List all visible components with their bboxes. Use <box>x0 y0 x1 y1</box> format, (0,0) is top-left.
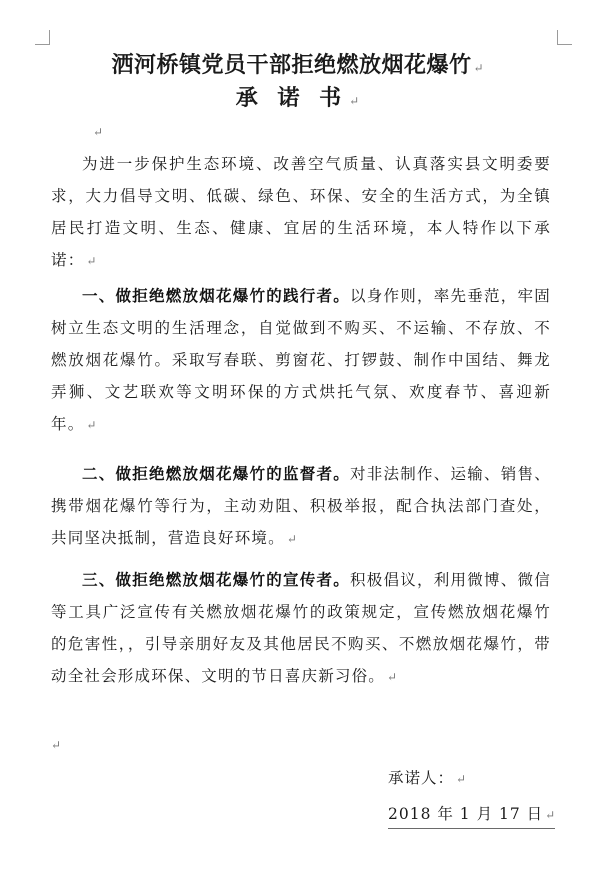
paragraph-mark-icon: ↵ <box>387 670 398 684</box>
signing-date <box>388 802 555 829</box>
paragraph-mark-icon: ↵ <box>456 772 467 786</box>
paragraph-mark-icon: ↵ <box>473 61 484 75</box>
pledge-text: 以身作则，率先垂范，牢固树立生态文明的生活理念，自觉做到不购买、不运输、不存放、不燃放烟花爆竹。采取写春联、剪窗花、打锣鼓、制作中国结、舞龙弄狮、文艺联欢等文明环保的方式烘托气氛、欢度春节、喜迎新年。 <box>51 287 551 433</box>
signing-date-text: 2018 年 1 月 17 日 <box>388 805 544 823</box>
paragraph-mark-icon: ↵ <box>51 738 62 752</box>
pledge-heading: 三、做拒绝燃放烟花爆竹的宣传者。 <box>82 570 351 589</box>
pledge-heading: 二、做拒绝燃放烟花爆竹的监督者。 <box>82 464 351 483</box>
pledge-text: 积极倡议，利用微博、微信等工具广泛宣传有关燃放烟花爆竹的政策规定，宣传燃放烟花爆竹的危害性，，引导亲朋好友及其他居民不购买、不燃放烟花爆竹，带动全社会形成环保、文明的节日喜庆新习俗。 <box>51 571 551 685</box>
document-subtitle-text: 承 诺 书 <box>235 85 348 111</box>
pledge-heading: 一、做拒绝燃放烟花爆竹的践行者。 <box>82 286 351 305</box>
pledge-text: 对非法制作、运输、销售、携带烟花爆竹等行为，主动劝阻、积极举报，配合执法部门查处，共同坚决抵制，营造良好环境。 <box>51 465 551 547</box>
page-corner-top-right <box>557 30 572 45</box>
pledge-paragraph-3 <box>51 564 551 693</box>
pledge-paragraph-1 <box>51 280 551 441</box>
signer-line <box>388 766 466 791</box>
intro-text: 为进一步保护生态环境、改善空气质量、认真落实县文明委要求，大力倡导文明、低碳、绿色、环保、安全的生活方式，为全镇居民打造文明、生态、健康、宜居的生活环境，本人特作以下承诺： <box>51 155 551 269</box>
paragraph-mark-icon: ↵ <box>349 94 360 108</box>
document-title-text: 洒河桥镇党员干部拒绝燃放烟花爆竹 <box>111 52 472 78</box>
paragraph-mark-icon: ↵ <box>86 254 97 268</box>
intro-paragraph <box>51 148 551 277</box>
pledge-paragraph-2 <box>51 458 551 555</box>
page-corner-top-left <box>35 30 50 45</box>
paragraph-mark-icon: ↵ <box>545 808 556 822</box>
document-title <box>0 50 595 83</box>
paragraph-mark-icon: ↵ <box>86 418 97 432</box>
document-subtitle <box>0 83 595 116</box>
paragraph-mark-icon: ↵ <box>93 125 104 139</box>
signer-label: 承诺人： <box>388 769 455 787</box>
paragraph-mark-icon: ↵ <box>286 532 297 546</box>
